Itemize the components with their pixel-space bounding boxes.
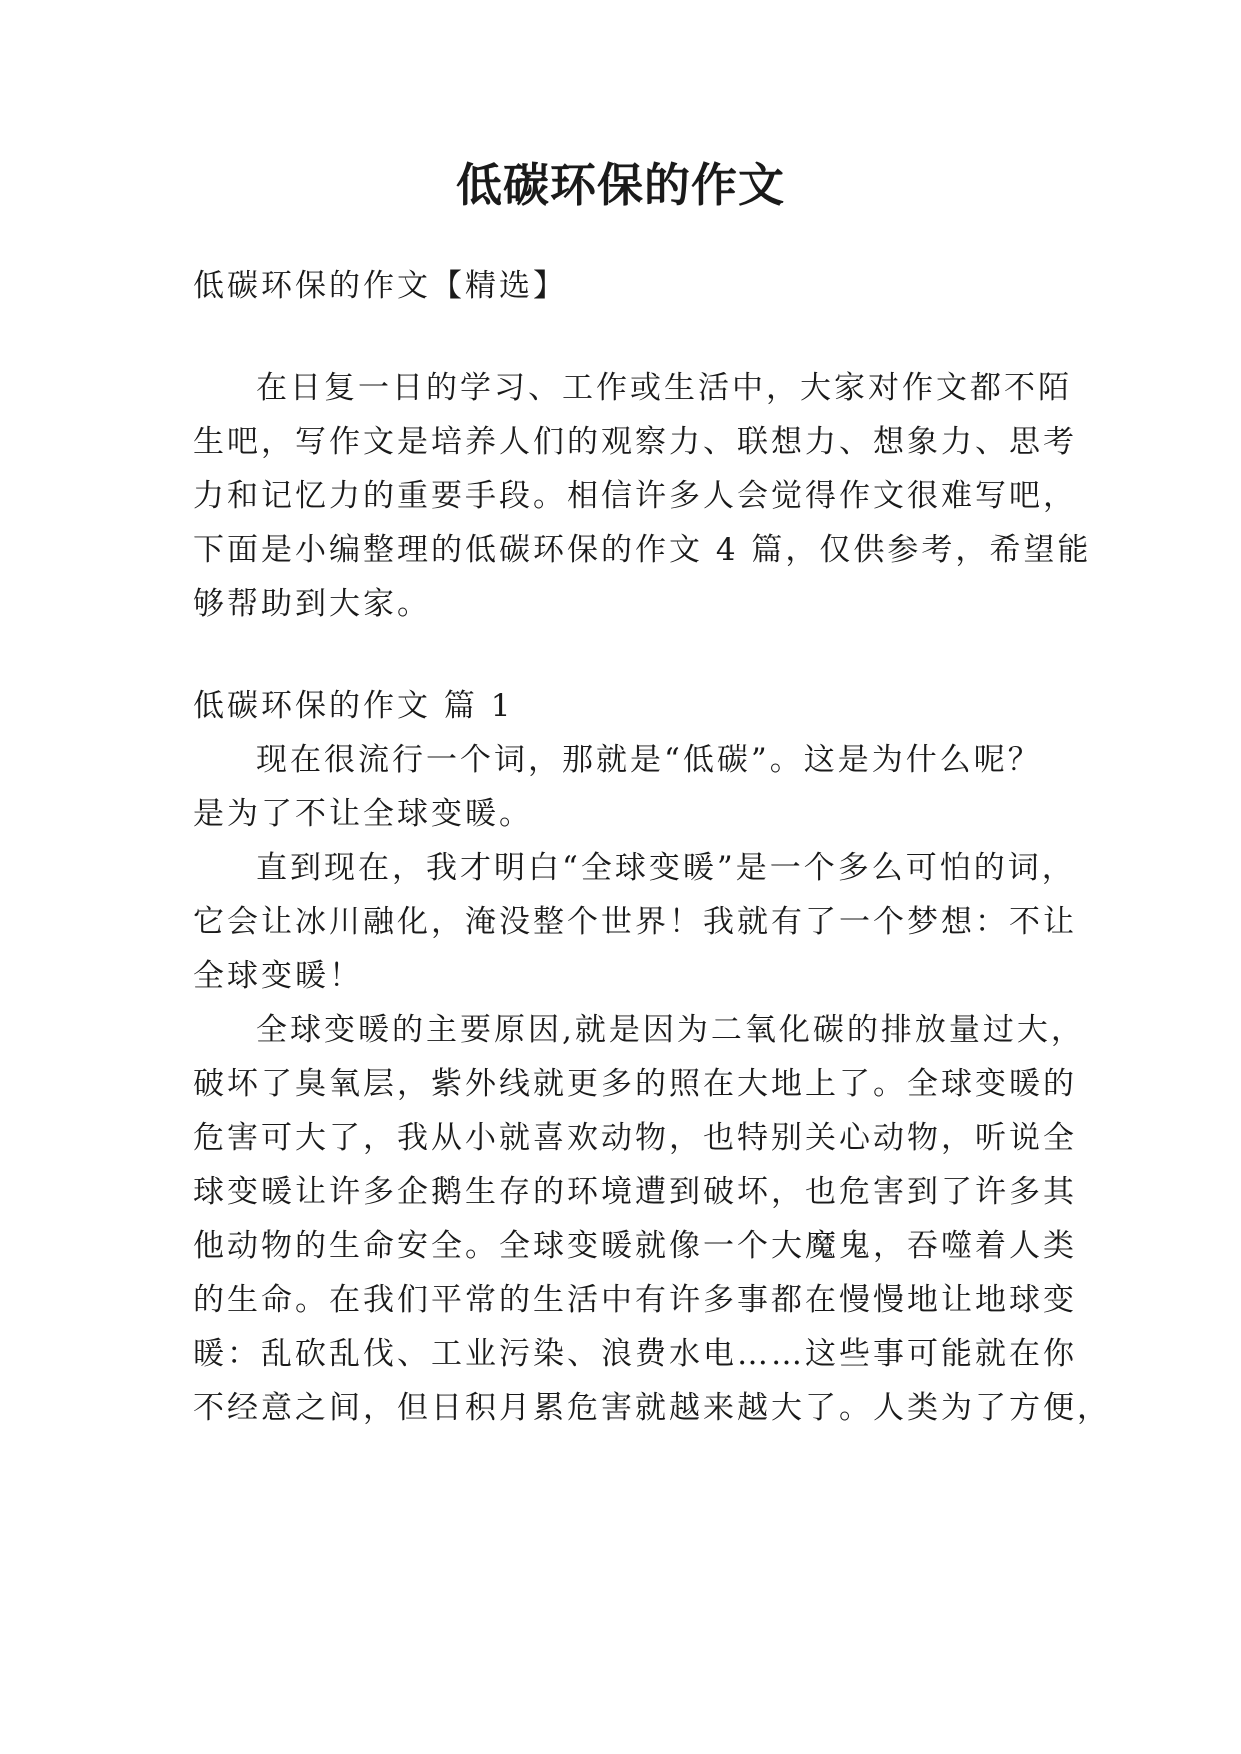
body-line: 它会让冰川融化，淹没整个世界！我就有了一个梦想：不让 bbox=[193, 904, 1077, 940]
intro-line: 在日复一日的学习、工作或生活中，大家对作文都不陌 bbox=[256, 370, 1072, 406]
body-line: 全球变暖！ bbox=[193, 958, 363, 994]
body-line: 破坏了臭氧层，紫外线就更多的照在大地上了。全球变暖的 bbox=[193, 1066, 1077, 1102]
body-line: 危害可大了，我从小就喜欢动物，也特别关心动物，听说全 bbox=[193, 1120, 1077, 1156]
body-line: 现在很流行一个词，那就是“低碳”。这是为什么呢？ bbox=[256, 742, 1042, 778]
intro-line: 力和记忆力的重要手段。相信许多人会觉得作文很难写吧， bbox=[193, 478, 1077, 514]
body-line: 直到现在，我才明白“全球变暖”是一个多么可怕的词， bbox=[256, 850, 1076, 886]
document-title: 低碳环保的作文 bbox=[456, 158, 785, 212]
intro-line: 够帮助到大家。 bbox=[193, 586, 431, 622]
intro-line: 下面是小编整理的低碳环保的作文 4 篇，仅供参考，希望能 bbox=[193, 532, 1092, 568]
body-line: 全球变暖的主要原因,就是因为二氧化碳的排放量过大， bbox=[256, 1012, 1085, 1048]
body-line: 他动物的生命安全。全球变暖就像一个大魔鬼，吞噬着人类 bbox=[193, 1228, 1077, 1264]
body-line: 不经意之间，但日积月累危害就越来越大了。人类为了方便， bbox=[193, 1390, 1111, 1426]
intro-line: 生吧，写作文是培养人们的观察力、联想力、想象力、思考 bbox=[193, 424, 1077, 460]
body-line: 是为了不让全球变暖。 bbox=[193, 796, 533, 832]
body-line: 暖：乱砍乱伐、工业污染、浪费水电……这些事可能就在你 bbox=[193, 1336, 1077, 1372]
body-line: 的生命。在我们平常的生活中有许多事都在慢慢地让地球变 bbox=[193, 1282, 1077, 1318]
body-line: 球变暖让许多企鹅生存的环境遭到破坏，也危害到了许多其 bbox=[193, 1174, 1077, 1210]
document-subtitle: 低碳环保的作文【精选】 bbox=[193, 268, 567, 304]
section-heading: 低碳环保的作文 篇 1 bbox=[193, 688, 514, 724]
